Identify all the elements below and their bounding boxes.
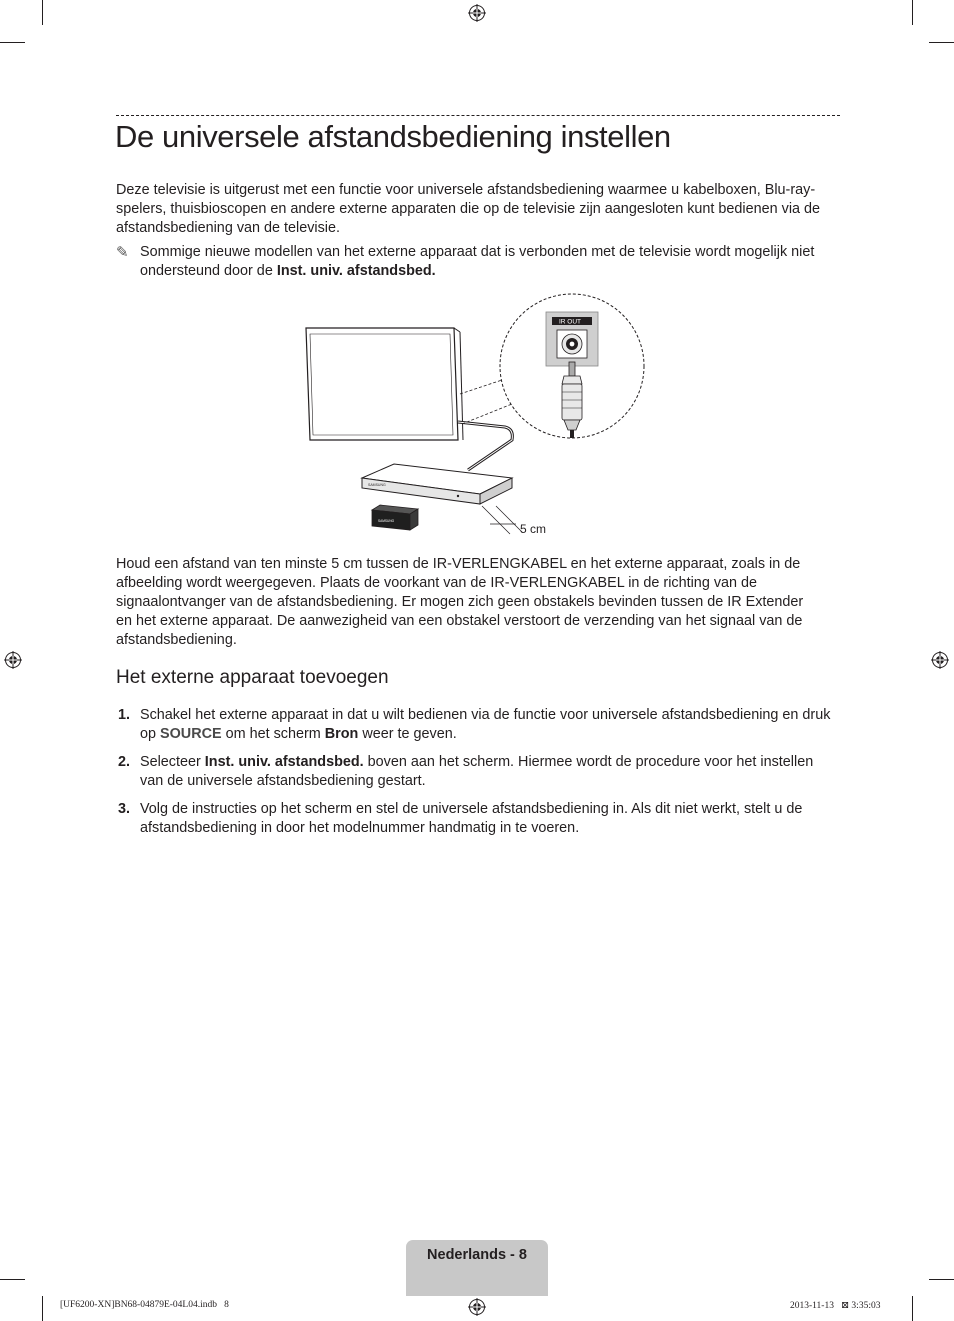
print-slug-datetime: 2013-11-13 ⊠ 3:35:03 bbox=[790, 1301, 881, 1311]
ir-extender-illustration bbox=[300, 292, 652, 544]
ir-out-port-zoom bbox=[500, 294, 644, 438]
crop-mark bbox=[0, 1279, 25, 1280]
ir-extender-illustration-unit bbox=[372, 505, 418, 530]
distance-dimension bbox=[482, 506, 546, 536]
step-item bbox=[116, 706, 840, 744]
ir-out-label: IR OUT bbox=[559, 318, 582, 326]
distance-label: 5 cm bbox=[520, 522, 547, 536]
registration-mark-icon bbox=[4, 651, 22, 669]
device-brand-label: SAMSUNG bbox=[368, 483, 386, 487]
intro-paragraph: Deze televisie is uitgerust met een functie voor universele afstandsbediening waarmee u kabelboxen, Blu-ray-spelers, thuisbioscopen en andere externe apparaten die op de televisie zijn aangesloten kunt bedienen via de afstandsbediening van de televisie. bbox=[116, 182, 821, 236]
section-heading: Het externe apparaat toevoegen bbox=[116, 667, 389, 688]
crop-mark bbox=[929, 1279, 954, 1280]
extender-brand-label: SAMSUNG bbox=[378, 519, 395, 523]
pencil-note-icon: ✎ bbox=[116, 244, 129, 261]
page-number: Nederlands - 8 bbox=[427, 1247, 527, 1263]
tv-illustration bbox=[306, 328, 463, 440]
step-item bbox=[116, 800, 840, 838]
steps-list bbox=[116, 706, 840, 847]
note-text: Sommige nieuwe modellen van het externe apparaat dat is verbonden met de televisie wordt mogelijk niet ondersteund door de Inst. univ. afstandsbed. bbox=[140, 244, 815, 279]
step-text: Schakel het externe apparaat in dat u wilt bedienen via de functie voor universele afstandsbediening en druk op SOURCE om het scherm Bron weer te geven. bbox=[140, 707, 831, 742]
step-text: Volg de instructies op het scherm en stel de universele afstandsbediening in. Als dit niet werkt, stelt u de afstandsbediening in door het modelnummer handmatig in te voeren. bbox=[140, 801, 803, 836]
crop-mark bbox=[912, 1296, 913, 1321]
note bbox=[116, 243, 840, 281]
crop-mark bbox=[0, 42, 25, 43]
crop-mark bbox=[912, 0, 913, 25]
ir-cable bbox=[458, 422, 512, 470]
registration-mark-icon bbox=[468, 4, 486, 22]
step-text: Selecteer Inst. univ. afstandsbed. boven aan het scherm. Hiermee wordt de procedure voor het instellen van de universele afstandsbediening gestart. bbox=[140, 754, 814, 789]
step-number: 3. bbox=[118, 801, 131, 817]
page-title: De universele afstandsbediening instellen bbox=[115, 119, 671, 154]
registration-mark-icon bbox=[468, 1298, 486, 1316]
registration-mark-icon bbox=[931, 651, 949, 669]
external-device-illustration bbox=[362, 464, 512, 504]
print-slug-file: [UF6200-XN]BN68-04879E-04L04.indb 8 bbox=[60, 1300, 229, 1310]
crop-mark bbox=[42, 0, 43, 25]
step-number: 1. bbox=[118, 707, 131, 723]
distance-instruction-paragraph: Houd een afstand van ten minste 5 cm tussen de IR-VERLENGKABEL en het externe apparaat, zoals in de afbeelding wordt weergegeven. Plaats de voorkant van de IR-VERLENGKABEL in de richting van de signaalontvanger van de afstandsbediening. Er mogen zich geen obstakels bevinden tussen de IR Extender en het externe apparaat. De aanwezigheid van een obstakel verstoort de verzending van het signaal van de afstandsbediening. bbox=[116, 556, 804, 648]
step-number: 2. bbox=[118, 754, 131, 770]
crop-mark bbox=[929, 42, 954, 43]
step-item bbox=[116, 753, 840, 791]
title-divider bbox=[116, 115, 840, 116]
crop-mark bbox=[42, 1296, 43, 1321]
